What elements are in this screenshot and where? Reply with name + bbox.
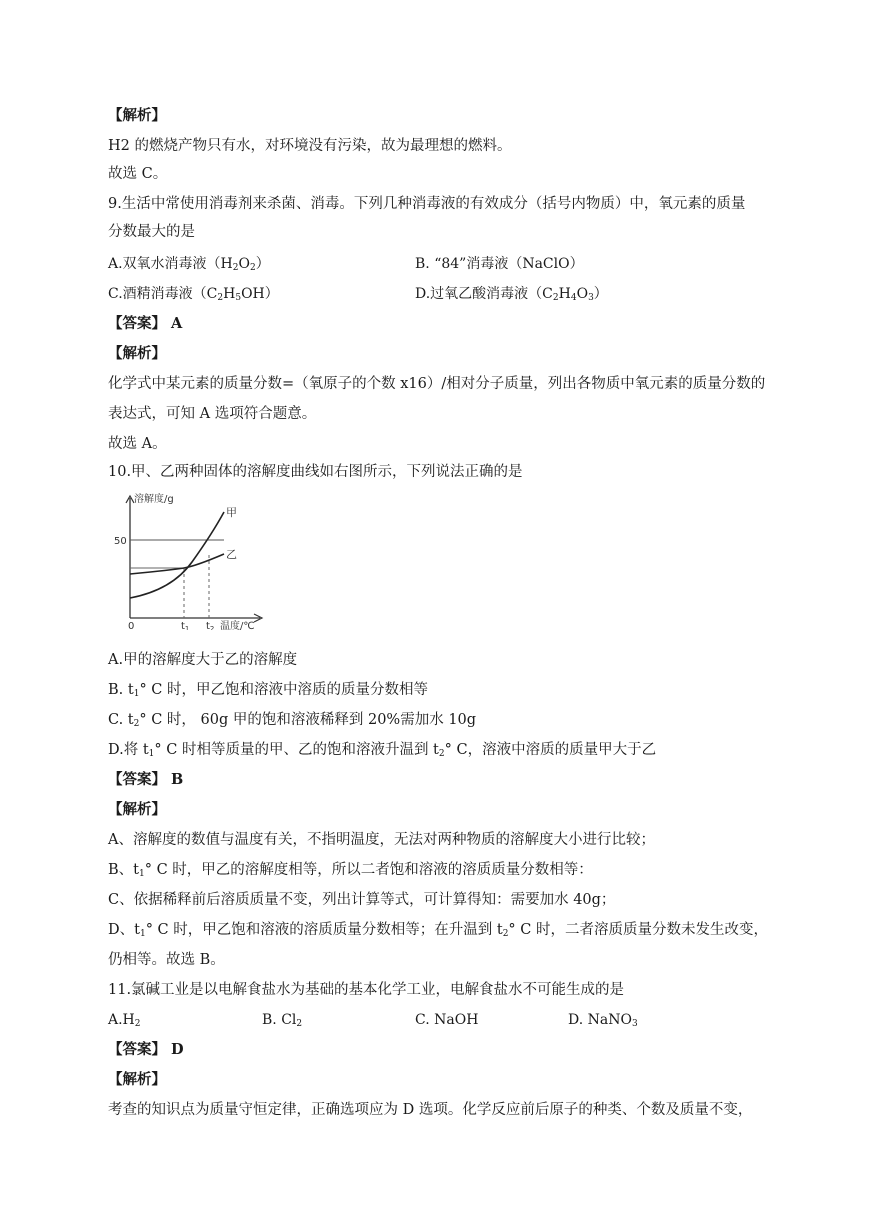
- q11-option-a: $A.H_2$: [108, 1012, 141, 1029]
- q10-option-c: C. $t_2^\circ$ C 时， 60g 甲的饱和溶液稀释到 20%需加水 10g: [108, 712, 477, 729]
- analysis-heading: 【解析】: [108, 107, 166, 124]
- q10-option-a: A.甲的溶解度大于乙的溶解度: [108, 652, 298, 668]
- q9-analysis-line1: 化学式中某元素的质量分数=（氧原子的个数 x16）/相对分子质量，列出各物质中氧元素的质量分数的: [108, 376, 766, 392]
- q11-option-d: D. NaNO$_3$: [568, 1012, 638, 1029]
- q10-analysis-a: A、溶解度的数值与温度有关，不指明温度，无法对两种物质的溶解度大小进行比较；: [108, 832, 655, 848]
- x-axis-label: 温度/℃: [220, 621, 255, 630]
- q10-analysis-d: D、$t_1^\circ$ C 时，甲乙饱和溶液的溶质质量分数相等；在升温到 $t_2^\circ$ C 时，二者溶质质量分数未发生改变，: [108, 922, 768, 939]
- solubility-curve-figure: [112, 490, 272, 630]
- q11-option-c: C. NaOH: [415, 1012, 479, 1028]
- q10-answer: 【答案】 B: [108, 771, 184, 788]
- q10-analysis-heading: 【解析】: [108, 801, 166, 818]
- q9-option-c: C.酒精消毒液$(C_2H_5OH)$: [108, 286, 279, 303]
- q10-analysis-c: C、依据稀释前后溶质质量不变，列出计算等式，可计算得知：需要加水 40g；: [108, 892, 616, 908]
- question-10-stem: 10.甲、乙两种固体的溶解度曲线如右图所示，下列说法正确的是: [108, 464, 523, 480]
- q11-option-b: B. $Cl_2$: [262, 1012, 303, 1029]
- q11-analysis-heading: 【解析】: [108, 1071, 166, 1088]
- question-11-stem: 11.氯碱工业是以电解食盐水为基础的基本化学工业，电解食盐水不可能生成的是: [108, 982, 625, 998]
- origin-label: 0: [128, 621, 135, 630]
- q11-answer: 【答案】 D: [108, 1041, 184, 1058]
- y-tick-50: 50: [114, 536, 127, 547]
- q9-answer: 【答案】 A: [108, 315, 183, 332]
- analysis-text: H2 的燃烧产物只有水，对环境没有污染，故为最理想的燃料。: [108, 138, 512, 154]
- q9-option-a: A.双氧水消毒液$(H_2O_2)$: [108, 256, 270, 273]
- q9-conclusion: 故选 A。: [108, 436, 167, 452]
- q9-option-b: B. “84”消毒液（NaClO）: [415, 256, 584, 272]
- q9-option-d: D.过氧乙酸消毒液$(C_2H_4O_3)$: [415, 286, 608, 303]
- t2-label: $t_2$: [206, 621, 215, 630]
- q10-option-d: D.将 $t_1^\circ$ C 时相等质量的甲、乙的饱和溶液升温到 $t_2^\circ$ C，溶液中溶质的质量甲大于乙: [108, 742, 657, 759]
- q9-analysis-heading: 【解析】: [108, 345, 166, 362]
- series-label-yi: 乙: [226, 548, 237, 561]
- q10-option-b: B. $t_1^\circ$ C 时，甲乙饱和溶液中溶质的质量分数相等: [108, 682, 428, 699]
- q11-analysis-line1: 考查的知识点为质量守恒定律，正确选项应为 D 选项。化学反应前后原子的种类、个数及质量不变，: [108, 1102, 753, 1118]
- q10-analysis-d-cont: 仍相等。故选 B。: [108, 952, 225, 968]
- curve-yi: [130, 554, 224, 574]
- question-9-stem: 9.生活中常使用消毒剂来杀菌、消毒。下列几种消毒液的有效成分（括号内物质）中，氧元素的质量: [108, 196, 746, 212]
- q9-analysis-line2: 表达式，可知 A 选项符合题意。: [108, 406, 317, 422]
- series-label-jia: 甲: [226, 506, 237, 519]
- q10-analysis-b: B、$t_1^\circ$ C 时，甲乙的溶解度相等，所以二者饱和溶液的溶质质量分数相等：: [108, 862, 593, 879]
- y-axis-label: 溶解度/g: [134, 494, 174, 505]
- t1-label: $t_1$: [181, 621, 190, 630]
- answer-conclusion: 故选 C。: [108, 166, 168, 182]
- question-9-stem-cont: 分数最大的是: [108, 224, 195, 240]
- curve-jia: [130, 512, 224, 598]
